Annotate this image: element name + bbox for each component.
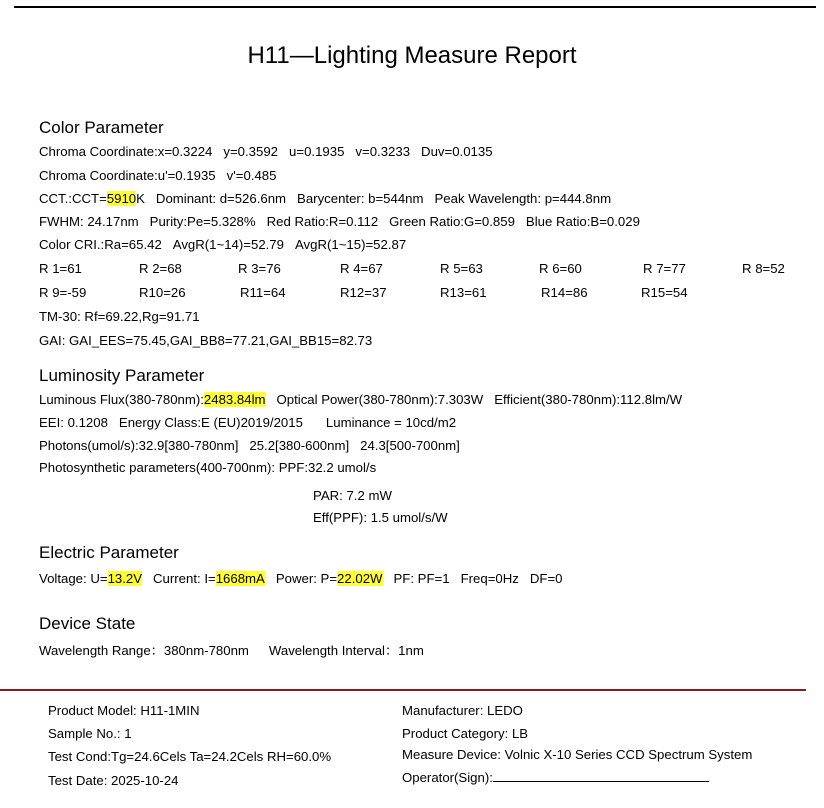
gai-line: GAI: GAI_EES=75.45,GAI_BB8=77.21,GAI_BB15=82.73 [39,333,373,348]
red-ratio: Red Ratio:R=0.112 [266,214,379,229]
flux-group [39,392,266,407]
peak-wavelength: Peak Wavelength: p=444.8nm [434,191,612,206]
cct-line [39,191,611,206]
power-prefix: Power: P= [275,571,338,586]
r-value: R 7=77 [643,261,686,276]
eei: EEI: 0.1208 [39,415,108,430]
eei-line [39,415,456,430]
r-value: R 2=68 [139,261,182,276]
electric-parameter-heading: Electric Parameter [39,543,179,562]
r-value: R 1=61 [39,261,82,276]
current-prefix: Current: I= [153,571,216,586]
current-value: 1668mA [215,571,265,586]
chroma-u: u=0.1935 [289,144,345,159]
chroma-v: v=0.3233 [355,144,411,159]
r-value: R 3=76 [238,261,281,276]
operator-label: Operator(Sign): [402,770,493,785]
blue-ratio: Blue Ratio:B=0.029 [525,214,640,229]
photosynthetic-line: Photosynthetic parameters(400-700nm): PPF:32.2 umol/s [39,460,377,475]
signature-line [493,769,709,782]
electric-line [39,571,562,586]
barycenter: Barycenter: b=544nm [297,191,424,206]
wavelength-interval: Wavelength Interval：1nm [268,643,424,658]
photons-total: Photons(umol/s):32.9[380-780nm] [39,438,239,453]
fwhm: FWHM: 24.17nm [39,214,139,229]
dominant: Dominant: d=526.6nm [155,191,287,206]
chroma-y: y=0.3592 [223,144,279,159]
r-value: R 6=60 [539,261,582,276]
report-title: H11—Lighting Measure Report [247,42,577,69]
luminance: Luminance = 10cd/m2 [325,415,457,430]
par-line: PAR: 7.2 mW [313,488,392,503]
r-value: R 5=63 [440,261,483,276]
df: DF=0 [529,571,563,586]
wavelength-line [39,640,424,659]
operator-sign [402,769,709,785]
r-value: R11=64 [240,285,286,300]
cct-suffix: K [136,191,145,206]
r-value: R 4=67 [340,261,383,276]
photons-line [39,438,460,453]
cct-value: 5910 [106,191,137,206]
chroma-v-prime: v'=0.485 [226,168,277,183]
tm30-line: TM-30: Rf=69.22,Rg=91.71 [39,309,200,324]
manufacturer: Manufacturer: LEDO [402,703,523,718]
flux-line [39,392,682,407]
r-value: R12=37 [340,285,387,300]
power-group [276,571,383,586]
product-model: Product Model: H11-1MIN [48,703,200,718]
energy-class: Energy Class:E (EU)2019/2015 [118,415,303,430]
efficiency: Efficient(380-780nm):112.8lm/W [494,392,683,407]
voltage-value: 13.2V [107,571,143,586]
optical-power: Optical Power(380-780nm):7.303W [276,392,484,407]
flux-value: 2483.84lm [203,392,266,407]
luminosity-parameter-heading: Luminosity Parameter [39,366,205,385]
r-value: R 8=52 [742,261,785,276]
device-state-heading: Device State [39,614,136,633]
photons-380-600: 25.2[380-600nm] [249,438,350,453]
purity: Purity:Pe=5.328% [149,214,256,229]
flux-prefix: Luminous Flux(380-780nm): [39,392,204,407]
footer-rule [0,689,806,691]
sample-no: Sample No.: 1 [48,726,132,741]
chroma-line-1 [39,144,493,159]
r-value: R 9=-59 [39,285,87,300]
chroma-u-prime: Chroma Coordinate:u'=0.1935 [39,168,216,183]
photons-500-700: 24.3[500-700nm] [360,438,460,453]
voltage-prefix: Voltage: U= [39,571,108,586]
color-parameter-heading: Color Parameter [39,118,164,137]
r-value: R10=26 [139,285,186,300]
avg-r-15: AvgR(1~15)=52.87 [294,237,407,252]
test-cond: Test Cond:Tg=24.6Cels Ta=24.2Cels RH=60.0% [48,749,332,764]
cct-group [39,191,145,206]
avg-r-14: AvgR(1~14)=52.79 [172,237,284,252]
fwhm-line [39,214,640,229]
power-factor: PF: PF=1 [393,571,450,586]
chroma-duv: Duv=0.0135 [421,144,493,159]
top-rule [14,6,816,8]
test-date: Test Date: 2025-10-24 [48,773,179,788]
cri-ra: Color CRI.:Ra=65.42 [39,237,162,252]
wavelength-range: Wavelength Range：380nm-780nm [39,643,249,658]
frequency: Freq=0Hz [460,571,519,586]
product-category: Product Category: LB [402,726,529,741]
power-value: 22.02W [337,571,383,586]
chroma-x: Chroma Coordinate:x=0.3224 [39,144,213,159]
green-ratio: Green Ratio:G=0.859 [389,214,515,229]
voltage-group [39,571,142,586]
r-value: R15=54 [641,285,688,300]
chroma-line-2 [39,168,276,183]
r-value: R14=86 [541,285,588,300]
current-group [153,571,265,586]
cct-prefix: CCT.:CCT= [39,191,107,206]
cri-line [39,237,406,252]
measure-device: Measure Device: Volnic X-10 Series CCD Spectrum System [402,747,753,762]
eff-ppf-line: Eff(PPF): 1.5 umol/s/W [313,510,448,525]
r-value: R13=61 [440,285,487,300]
